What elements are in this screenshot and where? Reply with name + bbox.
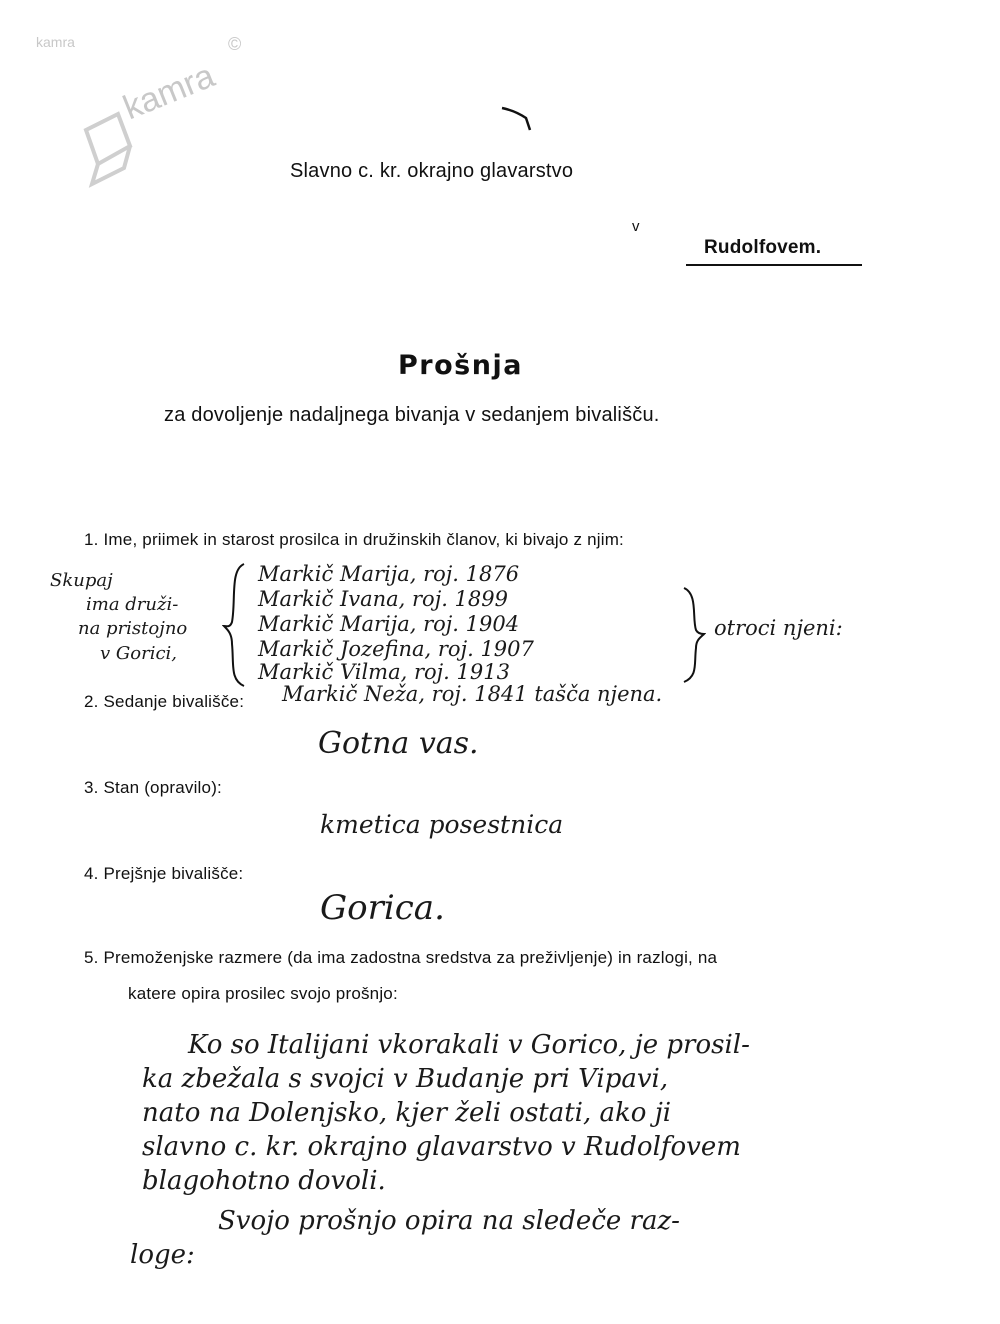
member-line: Markič Vilma, roj. 1913 bbox=[258, 660, 510, 684]
watermark-copyright: © bbox=[228, 34, 242, 54]
q5-answer-line: nato na Dolenjsko, kjer želi ostati, ako ji bbox=[142, 1098, 672, 1128]
header-place: Rudolfovem. bbox=[704, 237, 822, 258]
right-brace-icon bbox=[680, 584, 706, 684]
q5-answer-line: Svojo prošnjo opira na sledeče raz- bbox=[218, 1206, 680, 1236]
q1-children-note: otroci njeni: bbox=[714, 616, 843, 640]
q3-label: 3. Stan (opravilo): bbox=[84, 778, 222, 797]
side-note-line: ima druži- bbox=[86, 594, 179, 615]
q5-label-line2: katere opira prosilec svojo prošnjo: bbox=[128, 984, 398, 1003]
watermark-large: kamra bbox=[118, 56, 220, 128]
q4-answer: Gorica. bbox=[320, 888, 445, 928]
left-brace-icon bbox=[222, 560, 248, 690]
q5-answer-line: slavno c. kr. okrajno glavarstvo v Rudolfovem bbox=[142, 1132, 741, 1162]
q5-answer-line: blagohotno dovoli. bbox=[142, 1166, 386, 1196]
q1-mother-line: Markič Neža, roj. 1841 tašča njena. bbox=[282, 682, 663, 706]
q5-answer-line: Ko so Italijani vkorakali v Gorico, je prosil- bbox=[188, 1030, 750, 1060]
q4-label: 4. Prejšnje bivališče: bbox=[84, 864, 244, 883]
header-prep: v bbox=[632, 218, 640, 235]
side-note-line: Skupaj bbox=[50, 570, 113, 591]
page-title: Prošnja bbox=[398, 350, 523, 381]
side-note-line: v Gorici, bbox=[100, 643, 178, 664]
member-line: Markič Ivana, roj. 1899 bbox=[258, 587, 509, 611]
page-subtitle: za dovoljenje nadaljnega bivanja v sedanjem bivališču. bbox=[164, 404, 660, 426]
member-line: Markič Marija, roj. 1876 bbox=[258, 562, 520, 586]
header-address: Slavno c. kr. okrajno glavarstvo bbox=[290, 160, 574, 182]
watermark-small: kamra bbox=[36, 34, 75, 50]
side-note-line: na pristojno bbox=[78, 618, 188, 639]
q5-answer-line: loge: bbox=[130, 1240, 195, 1270]
header-place-underline bbox=[686, 264, 862, 266]
member-line: Markič Marija, roj. 1904 bbox=[258, 612, 520, 636]
q1-label: 1. Ime, priimek in starost prosilca in družinskih članov, ki bivajo z njim: bbox=[84, 530, 624, 549]
ink-mark-icon bbox=[500, 104, 540, 134]
q2-label: 2. Sedanje bivališče: bbox=[84, 692, 245, 711]
q3-answer: kmetica posestnica bbox=[320, 810, 564, 839]
q5-answer-line: ka zbežala s svojci v Budanje pri Vipavi, bbox=[142, 1064, 669, 1094]
member-line: Markič Jozefina, roj. 1907 bbox=[258, 637, 534, 661]
q5-label-line1: 5. Premoženjske razmere (da ima zadostna sredstva za preživljenje) in razlogi, na bbox=[84, 948, 718, 967]
q2-answer: Gotna vas. bbox=[318, 726, 479, 761]
